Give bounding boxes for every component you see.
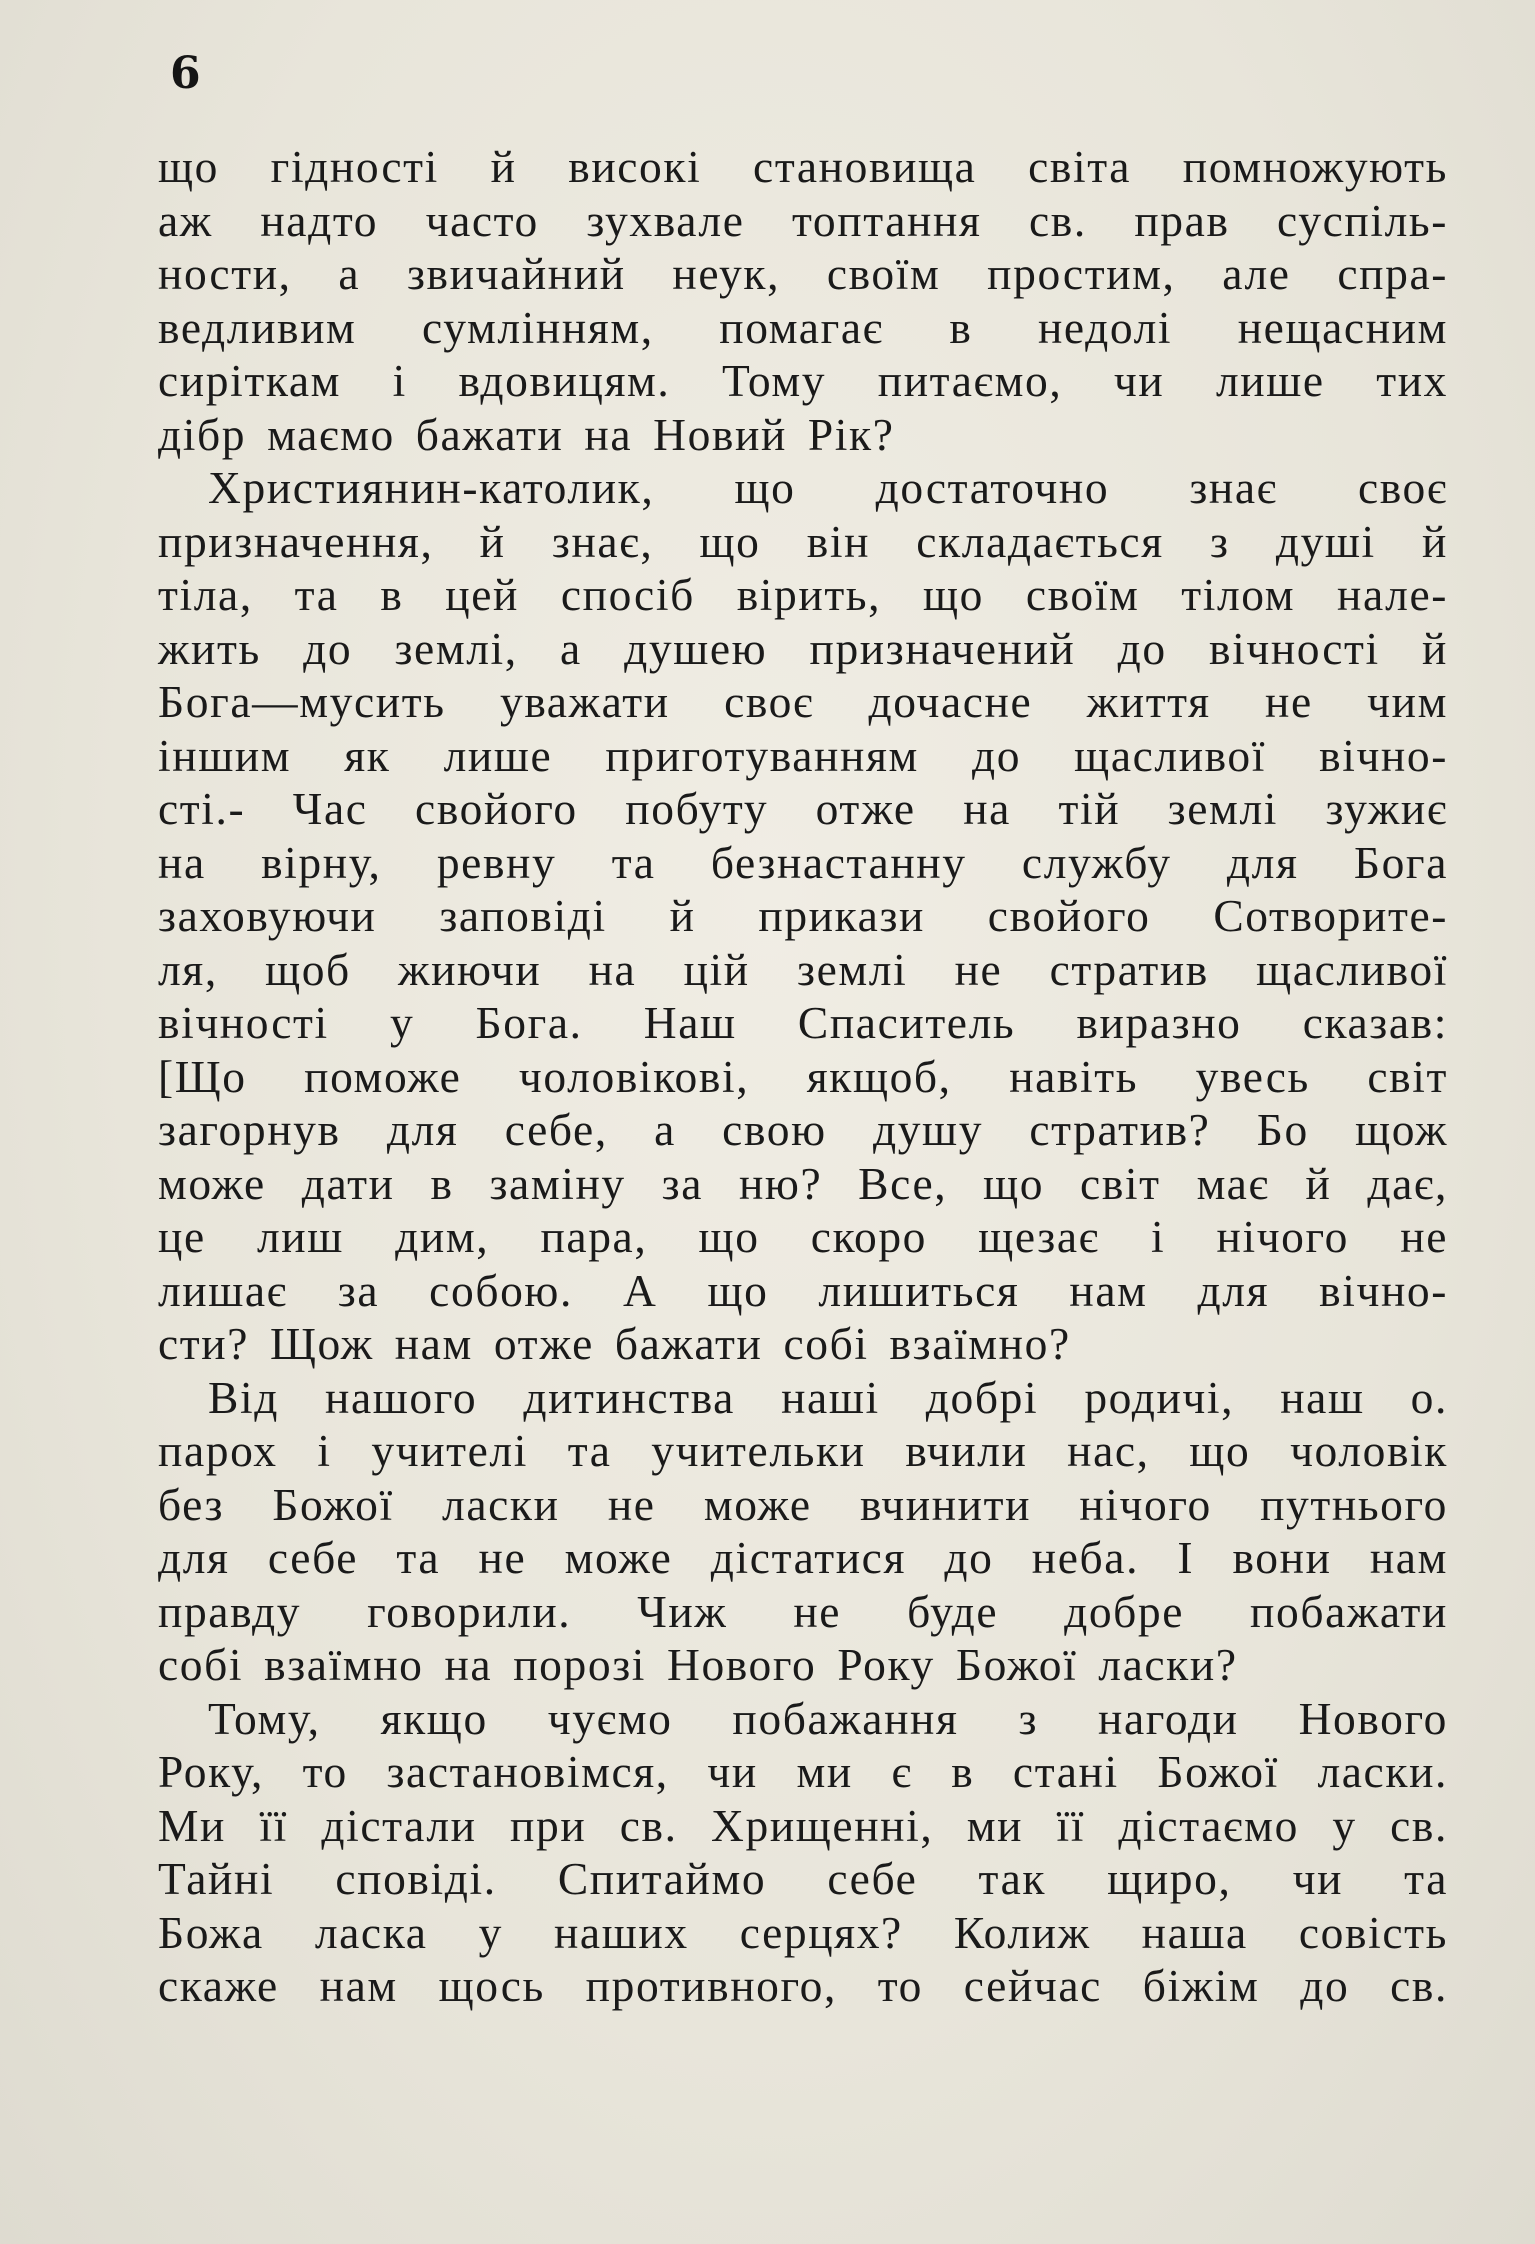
text-line: сти? Щож нам отже бажати собі взаїмно? — [158, 1318, 1071, 1369]
page-number: 6 — [170, 48, 201, 99]
text-line: для себе та не може дістатися до неба. І вони нам — [158, 1532, 1448, 1583]
text-line: це лиш дим, пара, що скоро щезає і нічого не — [158, 1211, 1448, 1262]
text-line: Бога—мусить уважати своє дочасне життя не чим — [158, 676, 1448, 727]
text-line: жить до землі, а душею призначений до вічності й — [158, 622, 1448, 674]
text-line: парох і учителі та учительки вчили нас, що чоловік — [158, 1425, 1448, 1476]
text-line: без Божої ласки не може вчинити нічого путнього — [158, 1478, 1448, 1530]
text-line: сиріткам і вдовицям. Тому питаємо, чи лише тих — [158, 355, 1448, 406]
text-line: іншим як лише приготуванням до щасливої вічно- — [158, 729, 1448, 781]
text-line: Християнин-католик, що достаточно знає своє — [208, 462, 1448, 513]
text-line: ля, щоб жиючи на цій землі не стратив щасливої — [158, 943, 1448, 995]
text-line: скаже нам щось противного, то сейчас біжім до св. — [158, 1960, 1448, 2011]
text-line: Року, то застановімся, чи ми є в стані Божої ласки. — [158, 1746, 1448, 1797]
body-text — [158, 140, 1448, 2013]
text-line: собі взаїмно на порозі Нового Року Божої ласки? — [158, 1639, 1238, 1690]
text-line: тіла, та в цей спосіб вірить, що своїм тілом нале- — [158, 569, 1448, 620]
text-line: дібр маємо бажати на Новий Рік? — [158, 408, 895, 460]
text-line: сті.- Час свойого побуту отже на тій землі зужиє — [158, 783, 1448, 834]
text-line: що гідності й високі становища світа помножують — [158, 141, 1448, 192]
text-line: Від нашого дитинства наші добрі родичі, наш о. — [208, 1371, 1448, 1423]
text-line: вічності у Бога. Наш Спаситель виразно сказав: — [158, 997, 1448, 1048]
text-line: правду говорили. Чиж не буде добре побажати — [158, 1585, 1448, 1637]
text-line: Тому, якщо чуємо побажання з нагоди Нового — [208, 1692, 1448, 1744]
text-line: ности, а звичайний неук, своїм простим, але спра- — [158, 248, 1448, 299]
text-line: [Що поможе чоловікові, якщоб, навіть увесь світ — [158, 1050, 1448, 1102]
text-line: лишає за собою. А що лишиться нам для вічно- — [158, 1264, 1448, 1316]
text-line: ведливим сумлінням, помагає в недолі нещасним — [158, 301, 1448, 353]
text-line: загорнув для себе, а свою душу стратив? Бо щож — [158, 1104, 1448, 1155]
text-line: Божа ласка у наших серцях? Колиж наша совість — [158, 1906, 1448, 1958]
text-line: аж надто часто зухвале топтання св. прав суспіль- — [158, 194, 1448, 246]
text-line: заховуючи заповіді й прикази свойого Сотворите- — [158, 890, 1448, 941]
text-line: може дати в заміну за ню? Все, що світ має й дає, — [158, 1157, 1448, 1209]
text-line: Ми її дістали при св. Хрищенні, ми її дістаємо у св. — [158, 1799, 1448, 1851]
text-line: на вірну, ревну та безнастанну службу для Бога — [158, 836, 1448, 888]
text-line: призначення, й знає, що він складається з душі й — [158, 515, 1448, 567]
text-line: Тайні сповіді. Спитаймо себе так щиро, чи та — [158, 1853, 1448, 1904]
